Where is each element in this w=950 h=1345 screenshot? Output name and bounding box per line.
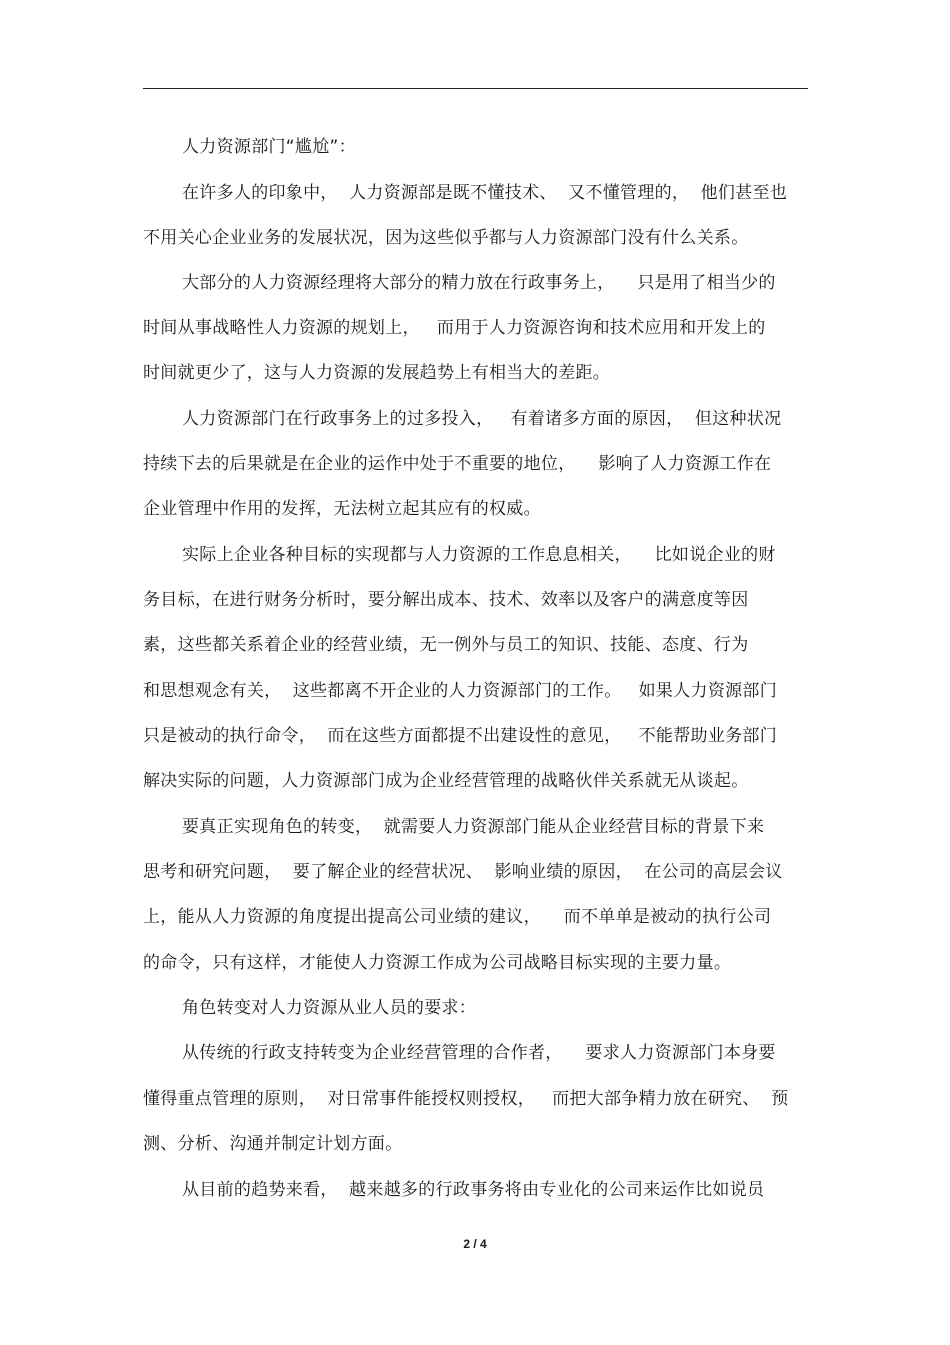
text-line: 人力资源部门“尴尬”： [182,137,356,157]
text-line: 在许多人的印象中， 人力资源部是既不懂技术、 又不懂管理的， 他们甚至也 [182,183,788,203]
header-rule [143,88,808,89]
text-line: 时间从事战略性人力资源的规划上， 而用于人力资源咨询和技术应用和开发上的 [143,318,766,338]
text-line: 持续下去的后果就是在企业的运作中处于不重要的地位， 影响了人力资源工作在 [143,454,772,474]
text-line: 实际上企业各种目标的实现都与人力资源的工作息息相关， 比如说企业的财 [182,545,776,565]
text-line: 测、分析、沟通并制定计划方面。 [143,1134,403,1154]
text-line: 要真正实现角色的转变， 就需要人力资源部门能从企业经营目标的背景下来 [182,817,765,837]
text-line: 素，这些都关系着企业的经营业绩，无一例外与员工的知识、技能、态度、行为 [143,635,749,655]
text-line: 解决实际的问题，人力资源部门成为企业经营管理的战略伙伴关系就无从谈起。 [143,771,749,791]
text-line: 上，能从人力资源的角度提出提高公司业绩的建议， 而不单单是被动的执行公司 [143,907,772,927]
page-number: 2 / 4 [463,1237,487,1251]
text-line: 时间就更少了，这与人力资源的发展趋势上有相当大的差距。 [143,363,611,383]
text-line: 从传统的行政支持转变为企业经营管理的合作者， 要求人力资源部门本身要 [182,1043,776,1063]
text-line: 和思想观念有关， 这些都离不开企业的人力资源部门的工作。 如果人力资源部门 [143,681,778,701]
text-line: 思考和研究问题， 要了解企业的经营状况、 影响业绩的原因， 在公司的高层会议 [143,862,783,882]
text-line: 角色转变对人力资源从业人员的要求： [182,998,477,1018]
text-line: 的命令，只有这样，才能使人力资源工作成为公司战略目标实现的主要力量。 [143,953,732,973]
text-line: 只是被动的执行命令， 而在这些方面都提不出建设性的意见， 不能帮助业务部门 [143,726,778,746]
text-line: 务目标，在进行财务分析时，要分解出成本、技术、效率以及客户的满意度等因 [143,590,749,610]
text-line: 懂得重点管理的原则， 对日常事件能授权则授权， 而把大部争精力放在研究、 预 [143,1089,789,1109]
text-line: 从目前的趋势来看， 越来越多的行政事务将由专业化的公司来运作比如说员 [182,1180,765,1200]
text-line: 企业管理中作用的发挥，无法树立起其应有的权威。 [143,499,541,519]
text-line: 不用关心企业业务的发展状况，因为这些似乎都与人力资源部门没有什么关系。 [143,228,749,248]
text-line: 人力资源部门在行政事务上的过多投入， 有着诸多方面的原因， 但这种状况 [182,409,782,429]
text-line: 大部分的人力资源经理将大部分的精力放在行政事务上， 只是用了相当少的 [182,273,776,293]
